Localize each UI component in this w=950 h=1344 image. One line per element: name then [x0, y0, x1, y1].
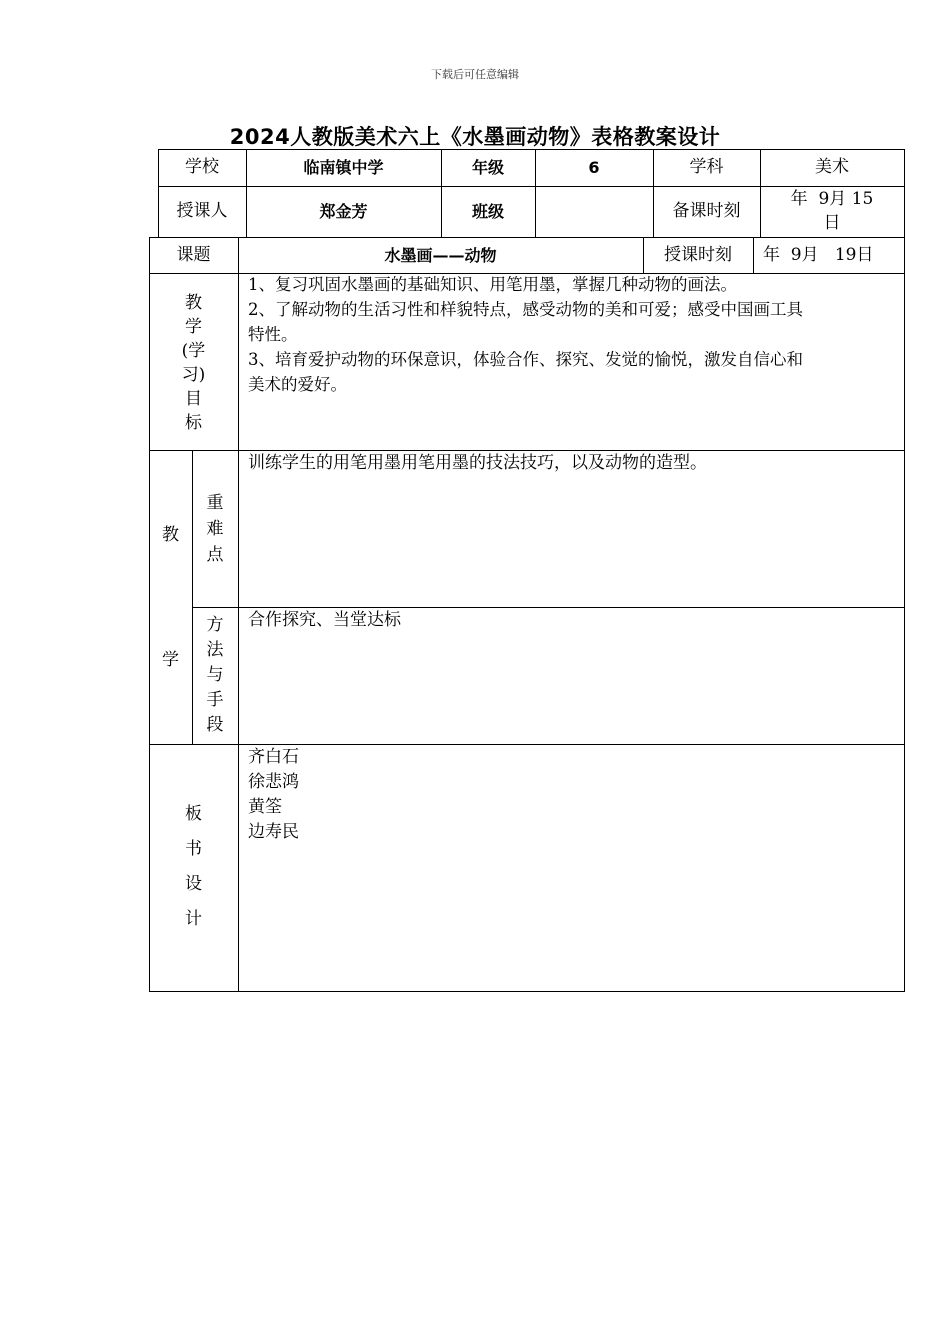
- keypoints-label-char: 难: [206, 519, 224, 539]
- board-label-char: 板: [185, 804, 202, 824]
- methods-text: 合作探究、当堂达标: [248, 610, 401, 630]
- objective-line: 3、培育爱护动物的环保意识，体验合作、探究、发觉的愉悦，激发自信心和: [248, 350, 803, 369]
- objectives-label-char: (学: [181, 340, 206, 361]
- objectives-label-char: 教: [185, 292, 202, 313]
- objectives-label-char: 学: [185, 316, 202, 337]
- keypoints-label-char: 点: [206, 545, 224, 565]
- board-label-char: 计: [185, 909, 202, 929]
- objective-line: 2、了解动物的生活习性和样貌特点，感受动物的美和可爱；感受中国画工具: [248, 300, 803, 319]
- school-label: 学校: [185, 157, 219, 177]
- subject-label: 学科: [689, 157, 724, 177]
- lesson-time-label: 授课时刻: [664, 244, 732, 265]
- methods-label-char: 法: [206, 640, 224, 660]
- keypoints-label: [192, 490, 238, 568]
- board-line: 黄筌: [248, 797, 282, 817]
- board-label-char: 书: [185, 839, 202, 859]
- keypoints-text: 训练学生的用笔用墨用笔用墨的技法技巧，以及动物的造型。: [248, 453, 707, 473]
- prep-time-line2: 日: [823, 213, 841, 233]
- teacher-value: 郑金芳: [319, 202, 368, 221]
- class-value: [535, 186, 653, 237]
- objectives-label: [149, 290, 238, 435]
- school-value: 临南镇中学: [303, 158, 384, 177]
- teaching-label-bottom: 学: [162, 649, 179, 670]
- methods-label-char: 方: [206, 615, 224, 635]
- methods-label-char: 段: [206, 715, 224, 735]
- subject-value: 美术: [815, 157, 849, 177]
- document-title: 2024人教版美术六上《水墨画动物》表格教案设计: [229, 125, 721, 149]
- objectives-label-char: 标: [185, 412, 202, 433]
- board-line: 徐悲鸿: [248, 772, 299, 792]
- objectives-text: [248, 272, 898, 397]
- grade-label: 年级: [471, 158, 504, 177]
- prep-time-value: [760, 186, 904, 237]
- topic-value: 水墨画——动物: [384, 245, 497, 265]
- lesson-time-value: 年 9月 19日: [763, 244, 874, 265]
- board-line: 齐白石: [248, 747, 299, 767]
- board-line: 边寿民: [248, 822, 299, 842]
- teacher-label: 授课人: [176, 201, 228, 221]
- prep-time-line1: 年 9月 15: [790, 189, 874, 209]
- objectives-label-char: 习): [181, 364, 206, 385]
- objective-line: 1、复习巩固水墨画的基础知识、用笔用墨，掌握几种动物的画法。: [248, 275, 737, 294]
- board-design-label: [149, 797, 238, 937]
- objective-line: 美术的爱好。: [248, 375, 347, 394]
- keypoints-label-char: 重: [206, 493, 224, 513]
- board-design-text: [248, 745, 299, 845]
- methods-label: [192, 612, 238, 739]
- grade-value: 6: [588, 158, 600, 177]
- teaching-label-top: 教: [162, 524, 179, 545]
- class-label: 班级: [471, 202, 504, 221]
- header-note: 下载后可任意编辑: [431, 68, 519, 81]
- methods-label-char: 与: [206, 665, 224, 685]
- methods-label-char: 手: [206, 690, 224, 710]
- topic-label: 课题: [176, 244, 211, 265]
- objective-line: 特性。: [248, 325, 298, 344]
- prep-time-label: 备课时刻: [672, 201, 741, 221]
- objectives-label-char: 目: [185, 388, 202, 409]
- board-label-char: 设: [185, 874, 202, 894]
